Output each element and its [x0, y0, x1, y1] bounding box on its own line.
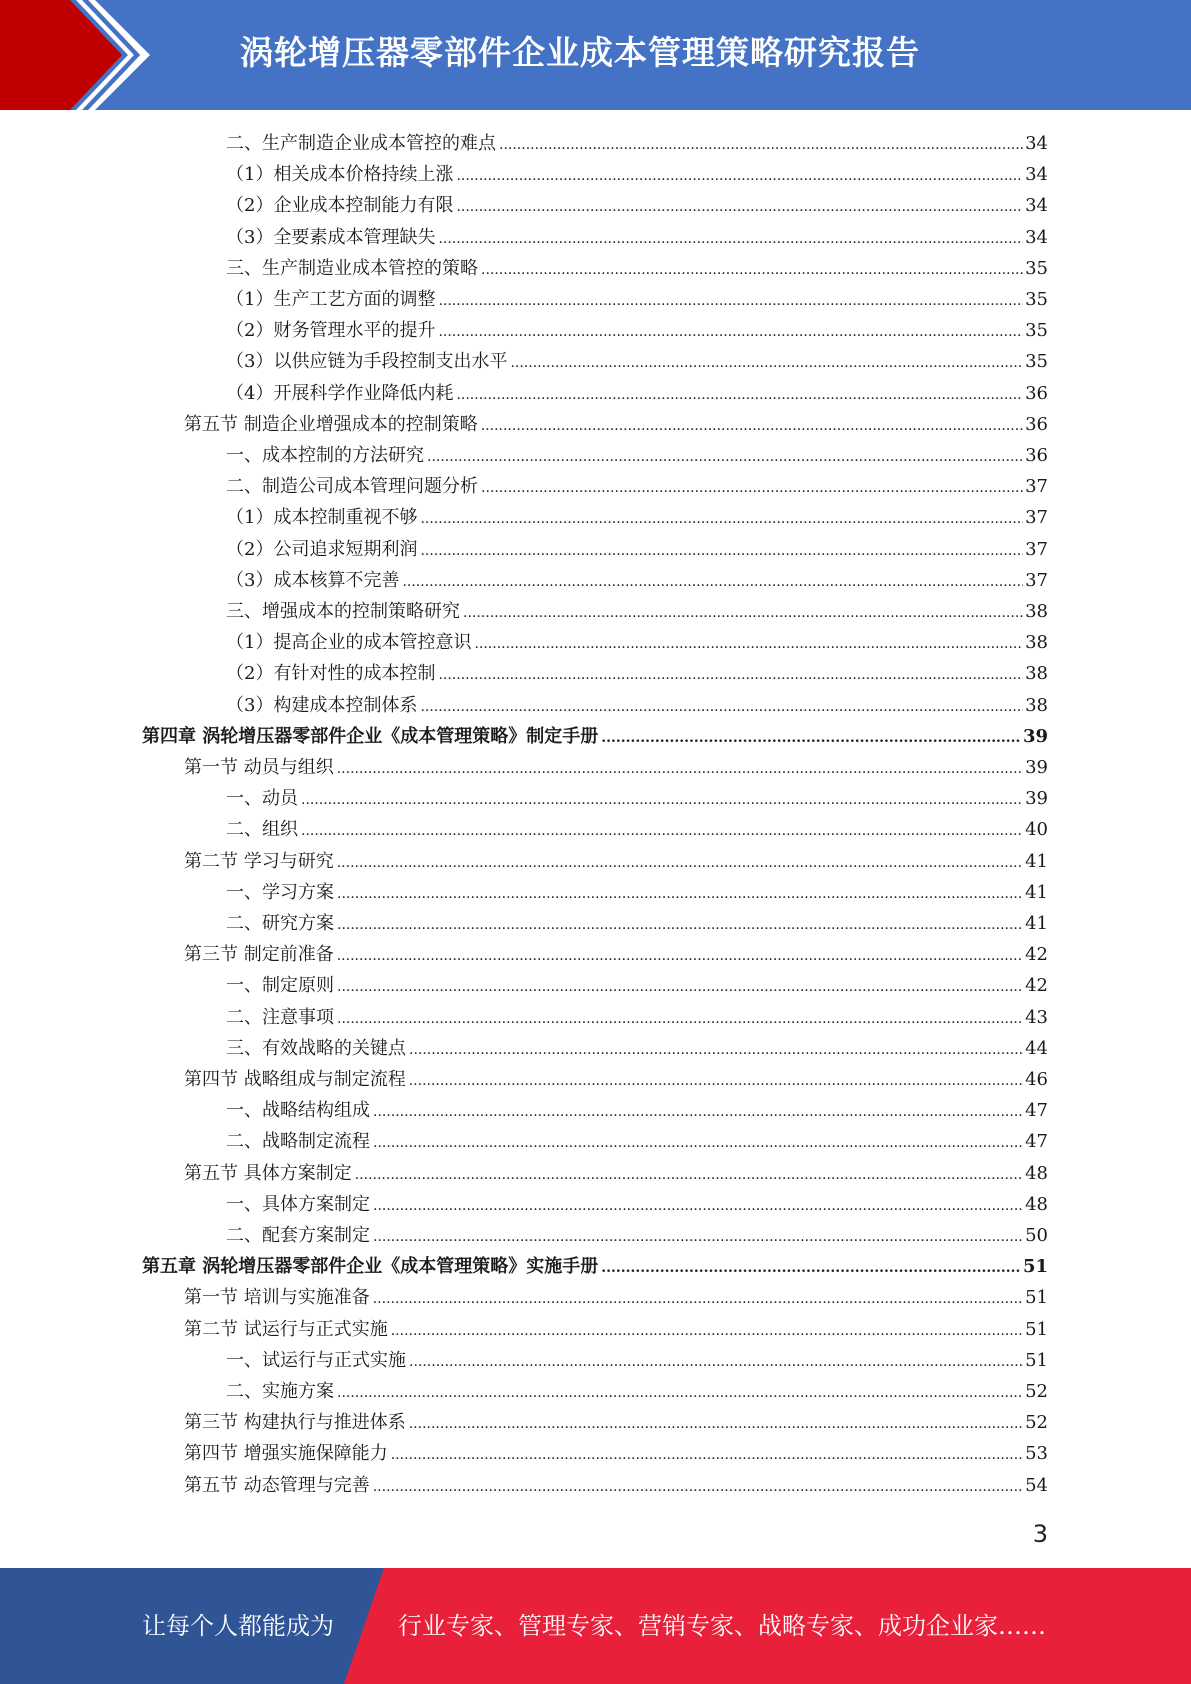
- toc-entry[interactable]: [184, 1282, 1048, 1313]
- toc-entry-label: 第五节 制造企业增强成本的控制策略: [184, 413, 478, 435]
- toc-entry[interactable]: [226, 627, 1048, 658]
- toc-entry[interactable]: [226, 1345, 1048, 1376]
- toc-entry-label: （1）生产工艺方面的调整: [226, 289, 436, 310]
- toc-entry-page: 38: [1025, 663, 1048, 685]
- toc-entry-page: 35: [1025, 289, 1048, 310]
- toc-entry-page: 52: [1025, 1381, 1048, 1402]
- toc-entry-label: 二、注意事项: [226, 1006, 334, 1028]
- toc-entry-page: 36: [1025, 413, 1048, 435]
- page-header: [0, 0, 1191, 110]
- toc-leader-dots: [420, 692, 1023, 723]
- toc-entry-label: （3）全要素成本管理缺失: [226, 226, 436, 248]
- toc-entry-page: 34: [1025, 226, 1048, 248]
- toc-leader-dots: [456, 380, 1023, 411]
- toc-leader-dots: [456, 192, 1023, 223]
- toc-entry-page: 34: [1025, 133, 1048, 154]
- toc-entry-page: 51: [1025, 1318, 1048, 1340]
- toc-entry[interactable]: [226, 1002, 1048, 1033]
- toc-leader-dots: [474, 629, 1023, 660]
- toc-entry-page: 51: [1025, 1349, 1048, 1371]
- toc-entry-page: 34: [1025, 164, 1048, 186]
- toc-entry[interactable]: [226, 128, 1048, 159]
- toc-entry-label: 第四节 战略组成与制定流程: [184, 1069, 406, 1090]
- toc-entry-page: 48: [1025, 1162, 1048, 1184]
- toc-leader-dots: [337, 972, 1023, 1003]
- toc-entry[interactable]: [226, 1095, 1048, 1126]
- toc-leader-dots: [355, 1160, 1023, 1191]
- toc-entry-page: 41: [1025, 913, 1048, 934]
- toc-entry-page: 37: [1025, 538, 1048, 560]
- toc-entry[interactable]: [226, 253, 1048, 284]
- toc-entry-label: 第一节 培训与实施准备: [184, 1287, 370, 1309]
- toc-entry-page: 40: [1025, 819, 1048, 841]
- toc-leader-dots: [499, 130, 1023, 161]
- toc-entry[interactable]: [226, 159, 1048, 190]
- toc-entry-label: 二、实施方案: [226, 1381, 334, 1402]
- toc-leader-dots: [337, 1004, 1023, 1035]
- toc-entry[interactable]: [226, 284, 1048, 315]
- toc-entry-label: 第五章 涡轮增压器零部件企业《成本管理策略》实施手册: [142, 1256, 599, 1278]
- toc-entry-page: 42: [1025, 944, 1048, 966]
- toc-entry-page: 50: [1025, 1225, 1048, 1246]
- toc-leader-dots: [438, 224, 1023, 255]
- toc-leader-dots: [337, 848, 1023, 879]
- toc-entry-label: 一、试运行与正式实施: [226, 1349, 406, 1371]
- toc-leader-dots: [420, 536, 1023, 567]
- toc-entry[interactable]: [226, 596, 1048, 627]
- toc-entry-page: 43: [1025, 1006, 1048, 1028]
- toc-entry-page: 54: [1025, 1474, 1048, 1496]
- toc-entry-page: 38: [1025, 632, 1048, 654]
- toc-entry-label: 二、研究方案: [226, 913, 334, 934]
- toc-entry-label: （3）以供应链为手段控制支出水平: [226, 351, 508, 373]
- toc-entry-page: 51: [1025, 1287, 1048, 1309]
- toc-leader-dots: [481, 411, 1023, 442]
- toc-entry-label: （2）企业成本控制能力有限: [226, 195, 454, 217]
- toc-entry[interactable]: [226, 565, 1048, 596]
- page-number: 3: [1032, 1520, 1048, 1548]
- toc-leader-dots: [337, 754, 1023, 785]
- toc-entry-label: 第三节 制定前准备: [184, 944, 334, 966]
- toc-entry[interactable]: [226, 1033, 1048, 1064]
- page-footer: [0, 1568, 1191, 1684]
- toc-entry-page: 44: [1025, 1037, 1048, 1059]
- toc-entry-page: 35: [1025, 257, 1048, 279]
- toc-entry[interactable]: [226, 877, 1048, 908]
- toc-entry-label: 第四节 增强实施保障能力: [184, 1443, 388, 1465]
- toc-entry-label: （4）开展科学作业降低内耗: [226, 382, 454, 404]
- toc-entry-page: 35: [1025, 351, 1048, 373]
- toc-entry[interactable]: [226, 970, 1048, 1001]
- toc-entry[interactable]: [226, 783, 1048, 814]
- toc-entry-page: 37: [1025, 507, 1048, 529]
- toc-leader-dots: [373, 1128, 1023, 1159]
- toc-leader-dots: [481, 255, 1023, 286]
- toc-entry-page: 39: [1025, 757, 1048, 778]
- toc-entry-page: 38: [1025, 601, 1048, 622]
- toc-entry[interactable]: [226, 346, 1048, 377]
- toc-leader-dots: [427, 442, 1023, 473]
- toc-entry[interactable]: [184, 846, 1048, 877]
- toc-entry-label: 一、制定原则: [226, 975, 334, 997]
- toc-entry-label: （2）公司追求短期利润: [226, 538, 418, 560]
- toc-entry[interactable]: [226, 1126, 1048, 1157]
- toc-entry-label: 三、生产制造业成本管控的策略: [226, 257, 478, 279]
- toc-entry-label: 第四章 涡轮增压器零部件企业《成本管理策略》制定手册: [142, 725, 599, 747]
- toc-entry-page: 42: [1025, 975, 1048, 997]
- toc-entry-label: （1）提高企业的成本管控意识: [226, 632, 472, 654]
- toc-leader-dots: [438, 660, 1023, 691]
- toc-entry-page: 47: [1025, 1100, 1048, 1122]
- toc-entry-page: 34: [1025, 195, 1048, 217]
- toc-leader-dots: [301, 785, 1023, 816]
- toc-entry-page: 41: [1025, 881, 1048, 903]
- toc-leader-dots: [438, 317, 1023, 348]
- toc-entry-label: 第五节 具体方案制定: [184, 1162, 352, 1184]
- toc-entry-label: 一、成本控制的方法研究: [226, 445, 424, 466]
- toc-entry-page: 48: [1025, 1193, 1048, 1215]
- toc-leader-dots: [409, 1347, 1023, 1378]
- toc-entry[interactable]: [142, 1251, 1048, 1282]
- toc-entry-label: 二、制造公司成本管理问题分析: [226, 476, 478, 498]
- toc-entry-label: （2）财务管理水平的提升: [226, 320, 436, 342]
- toc-leader-dots: [337, 1378, 1023, 1409]
- toc-leader-dots: [337, 910, 1023, 941]
- toc-entry[interactable]: [184, 1470, 1048, 1501]
- toc-entry-label: 二、组织: [226, 819, 298, 841]
- toc-leader-dots: [391, 1440, 1023, 1471]
- toc-leader-dots: [463, 598, 1023, 629]
- toc-entry[interactable]: [226, 190, 1048, 221]
- toc-entry-label: 第二节 试运行与正式实施: [184, 1318, 388, 1340]
- toc-leader-dots: [402, 567, 1023, 598]
- toc-leader-dots: [510, 348, 1023, 379]
- toc-entry-label: 一、学习方案: [226, 881, 334, 903]
- toc-entry[interactable]: [226, 658, 1048, 689]
- toc-entry[interactable]: [226, 502, 1048, 533]
- toc-entry-label: 第三节 构建执行与推进体系: [184, 1412, 406, 1434]
- toc-entry[interactable]: [226, 222, 1048, 253]
- toc-entry[interactable]: [226, 534, 1048, 565]
- toc-entry-label: 二、战略制定流程: [226, 1131, 370, 1153]
- toc-leader-dots: [373, 1472, 1023, 1503]
- toc-entry-page: 39: [1022, 725, 1048, 747]
- toc-entry[interactable]: [184, 1438, 1048, 1469]
- toc-leader-dots: [409, 1409, 1023, 1440]
- header-chevron-icon: [0, 0, 160, 110]
- toc-entry-page: 36: [1025, 382, 1048, 404]
- toc-leader-dots: [481, 473, 1023, 504]
- toc-entry-label: 一、具体方案制定: [226, 1193, 370, 1215]
- toc-entry-label: 第二节 学习与研究: [184, 850, 334, 872]
- toc-entry-label: 二、配套方案制定: [226, 1225, 370, 1246]
- toc-entry[interactable]: [226, 315, 1048, 346]
- toc-entry[interactable]: [226, 814, 1048, 845]
- toc-entry-page: 46: [1025, 1069, 1048, 1090]
- toc-entry-label: 三、增强成本的控制策略研究: [226, 601, 460, 622]
- toc-entry-label: （2）有针对性的成本控制: [226, 663, 436, 685]
- toc-leader-dots: [601, 1253, 1021, 1284]
- toc-entry[interactable]: [226, 378, 1048, 409]
- toc-entry[interactable]: [184, 1407, 1048, 1438]
- toc-leader-dots: [438, 286, 1023, 317]
- toc-entry-page: 51: [1022, 1256, 1048, 1278]
- toc-entry-page: 53: [1025, 1443, 1048, 1465]
- footer-slogan-left: 让每个人都能成为: [142, 1612, 334, 1640]
- toc-entry-page: 37: [1025, 476, 1048, 498]
- toc-entry-page: 35: [1025, 320, 1048, 342]
- toc-entry-label: 二、生产制造企业成本管控的难点: [226, 133, 496, 154]
- toc-leader-dots: [391, 1316, 1023, 1347]
- toc-entry-page: 38: [1025, 694, 1048, 716]
- toc-entry[interactable]: [226, 1376, 1048, 1407]
- toc-entry[interactable]: [184, 409, 1048, 440]
- toc-entry-label: （1）成本控制重视不够: [226, 507, 418, 529]
- toc-entry-label: （3）成本核算不完善: [226, 569, 400, 591]
- toc-entry-label: 第一节 动员与组织: [184, 757, 334, 778]
- toc-entry-page: 36: [1025, 445, 1048, 466]
- toc-leader-dots: [601, 723, 1021, 754]
- toc-leader-dots: [337, 941, 1023, 972]
- toc-entry-label: 一、动员: [226, 788, 298, 810]
- toc-leader-dots: [373, 1284, 1023, 1315]
- toc-entry-label: 第五节 动态管理与完善: [184, 1474, 370, 1496]
- report-title: 涡轮增压器零部件企业成本管理策略研究报告: [240, 33, 920, 72]
- toc-entry[interactable]: [226, 690, 1048, 721]
- toc-entry[interactable]: [226, 440, 1048, 471]
- toc-leader-dots: [409, 1035, 1023, 1066]
- toc-entry-page: 41: [1025, 850, 1048, 872]
- toc-entry-page: 47: [1025, 1131, 1048, 1153]
- toc-leader-dots: [420, 504, 1023, 535]
- toc-entry[interactable]: [184, 752, 1048, 783]
- toc-entry[interactable]: [226, 1189, 1048, 1220]
- toc-entry[interactable]: [184, 1064, 1048, 1095]
- toc-leader-dots: [373, 1191, 1023, 1222]
- toc-entry-page: 52: [1025, 1412, 1048, 1434]
- toc-entry[interactable]: [184, 939, 1048, 970]
- toc-entry-page: 37: [1025, 569, 1048, 591]
- toc-entry-label: 三、有效战略的关键点: [226, 1037, 406, 1059]
- toc-leader-dots: [409, 1066, 1023, 1097]
- toc-leader-dots: [456, 161, 1023, 192]
- toc-entry[interactable]: [184, 1158, 1048, 1189]
- toc-leader-dots: [373, 1097, 1023, 1128]
- toc-entry[interactable]: [226, 471, 1048, 502]
- toc-entry[interactable]: [184, 1314, 1048, 1345]
- toc-entry-label: （1）相关成本价格持续上涨: [226, 164, 454, 186]
- toc-entry-page: 39: [1025, 788, 1048, 810]
- toc-leader-dots: [337, 879, 1023, 910]
- toc-entry[interactable]: [226, 908, 1048, 939]
- footer-slogan-right: 行业专家、管理专家、营销专家、战略专家、成功企业家……: [398, 1612, 1046, 1640]
- toc-leader-dots: [301, 816, 1023, 847]
- toc-entry-label: 一、战略结构组成: [226, 1100, 370, 1122]
- toc-leader-dots: [373, 1222, 1023, 1253]
- toc-entry[interactable]: [226, 1220, 1048, 1251]
- toc-entry[interactable]: [142, 721, 1048, 752]
- toc-entry-label: （3）构建成本控制体系: [226, 694, 418, 716]
